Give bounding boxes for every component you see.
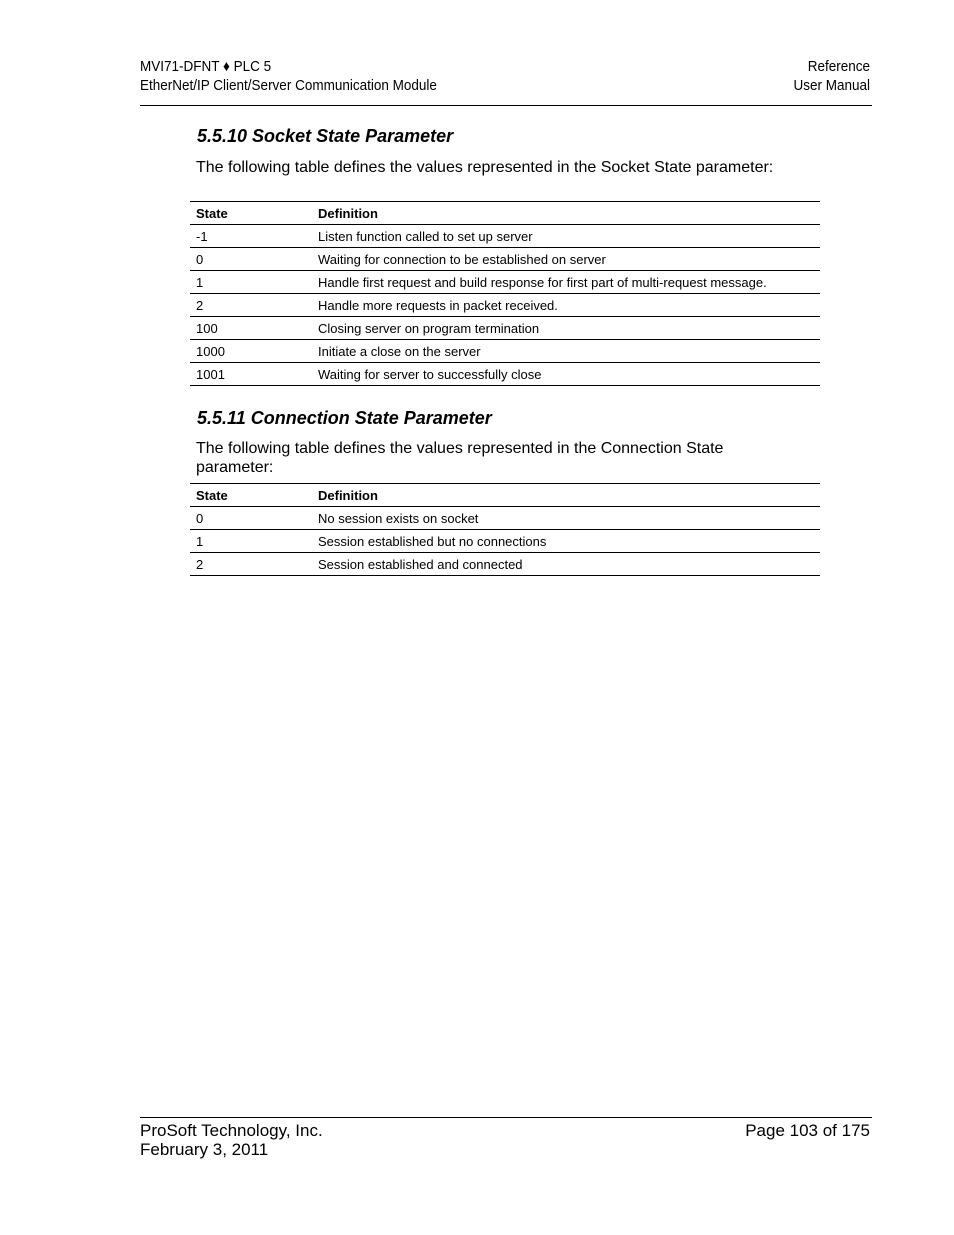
header-left [140, 57, 437, 95]
header-doc-type: User Manual [793, 77, 870, 94]
state-cell: -1 [190, 225, 312, 248]
definition-cell: Session established but no connections [312, 530, 820, 553]
column-header-definition: Definition [312, 484, 820, 507]
table-header-row [190, 202, 820, 225]
definition-cell: Listen function called to set up server [312, 225, 820, 248]
state-cell: 1 [190, 271, 312, 294]
state-cell: 0 [190, 507, 312, 530]
table-row [190, 271, 820, 294]
definition-cell: Handle more requests in packet received. [312, 294, 820, 317]
footer-left [140, 1121, 323, 1159]
state-cell: 2 [190, 553, 312, 576]
definition-cell: Closing server on program termination [312, 317, 820, 340]
table-row [190, 294, 820, 317]
footer-company: ProSoft Technology, Inc. [140, 1121, 323, 1140]
socket-state-intro: The following table defines the values represented in the Socket State parameter: [196, 159, 774, 176]
footer-date: February 3, 2011 [140, 1140, 269, 1159]
state-cell: 1001 [190, 363, 312, 386]
definition-cell: Session established and connected [312, 553, 820, 576]
connection-state-intro: The following table defines the values represented in the Connection State parameter: [196, 440, 724, 476]
state-cell: 0 [190, 248, 312, 271]
column-header-state: State [190, 484, 312, 507]
table-header-row [190, 484, 820, 507]
state-cell: 1 [190, 530, 312, 553]
column-header-state: State [190, 202, 312, 225]
definition-cell: Initiate a close on the server [312, 340, 820, 363]
table-row [190, 317, 820, 340]
definition-cell: Handle first request and build response for first part of multi-request message. [312, 271, 820, 294]
table-row [190, 553, 820, 576]
table-row [190, 363, 820, 386]
table-row [190, 248, 820, 271]
definition-cell: Waiting for server to successfully close [312, 363, 820, 386]
table-row [190, 340, 820, 363]
socket-state-heading: 5.5.10 Socket State Parameter [197, 126, 454, 146]
connection-state-table [190, 483, 820, 576]
page-number: Page 103 of 175 [745, 1121, 870, 1140]
table-row [190, 507, 820, 530]
footer-right [745, 1121, 870, 1140]
page-header [140, 57, 872, 106]
header-module-name: EtherNet/IP Client/Server Communication Module [140, 77, 437, 94]
table-row [190, 530, 820, 553]
header-product-line: MVI71-DFNT ♦ PLC 5 [140, 58, 272, 75]
table-row [190, 225, 820, 248]
definition-cell: Waiting for connection to be established on server [312, 248, 820, 271]
socket-state-table [190, 201, 820, 386]
state-cell: 1000 [190, 340, 312, 363]
column-header-definition: Definition [312, 202, 820, 225]
definition-cell: No session exists on socket [312, 507, 820, 530]
page-footer [140, 1117, 872, 1159]
connection-state-heading: 5.5.11 Connection State Parameter [197, 408, 492, 428]
header-section: Reference [807, 58, 870, 75]
header-right [793, 57, 870, 95]
state-cell: 100 [190, 317, 312, 340]
state-cell: 2 [190, 294, 312, 317]
